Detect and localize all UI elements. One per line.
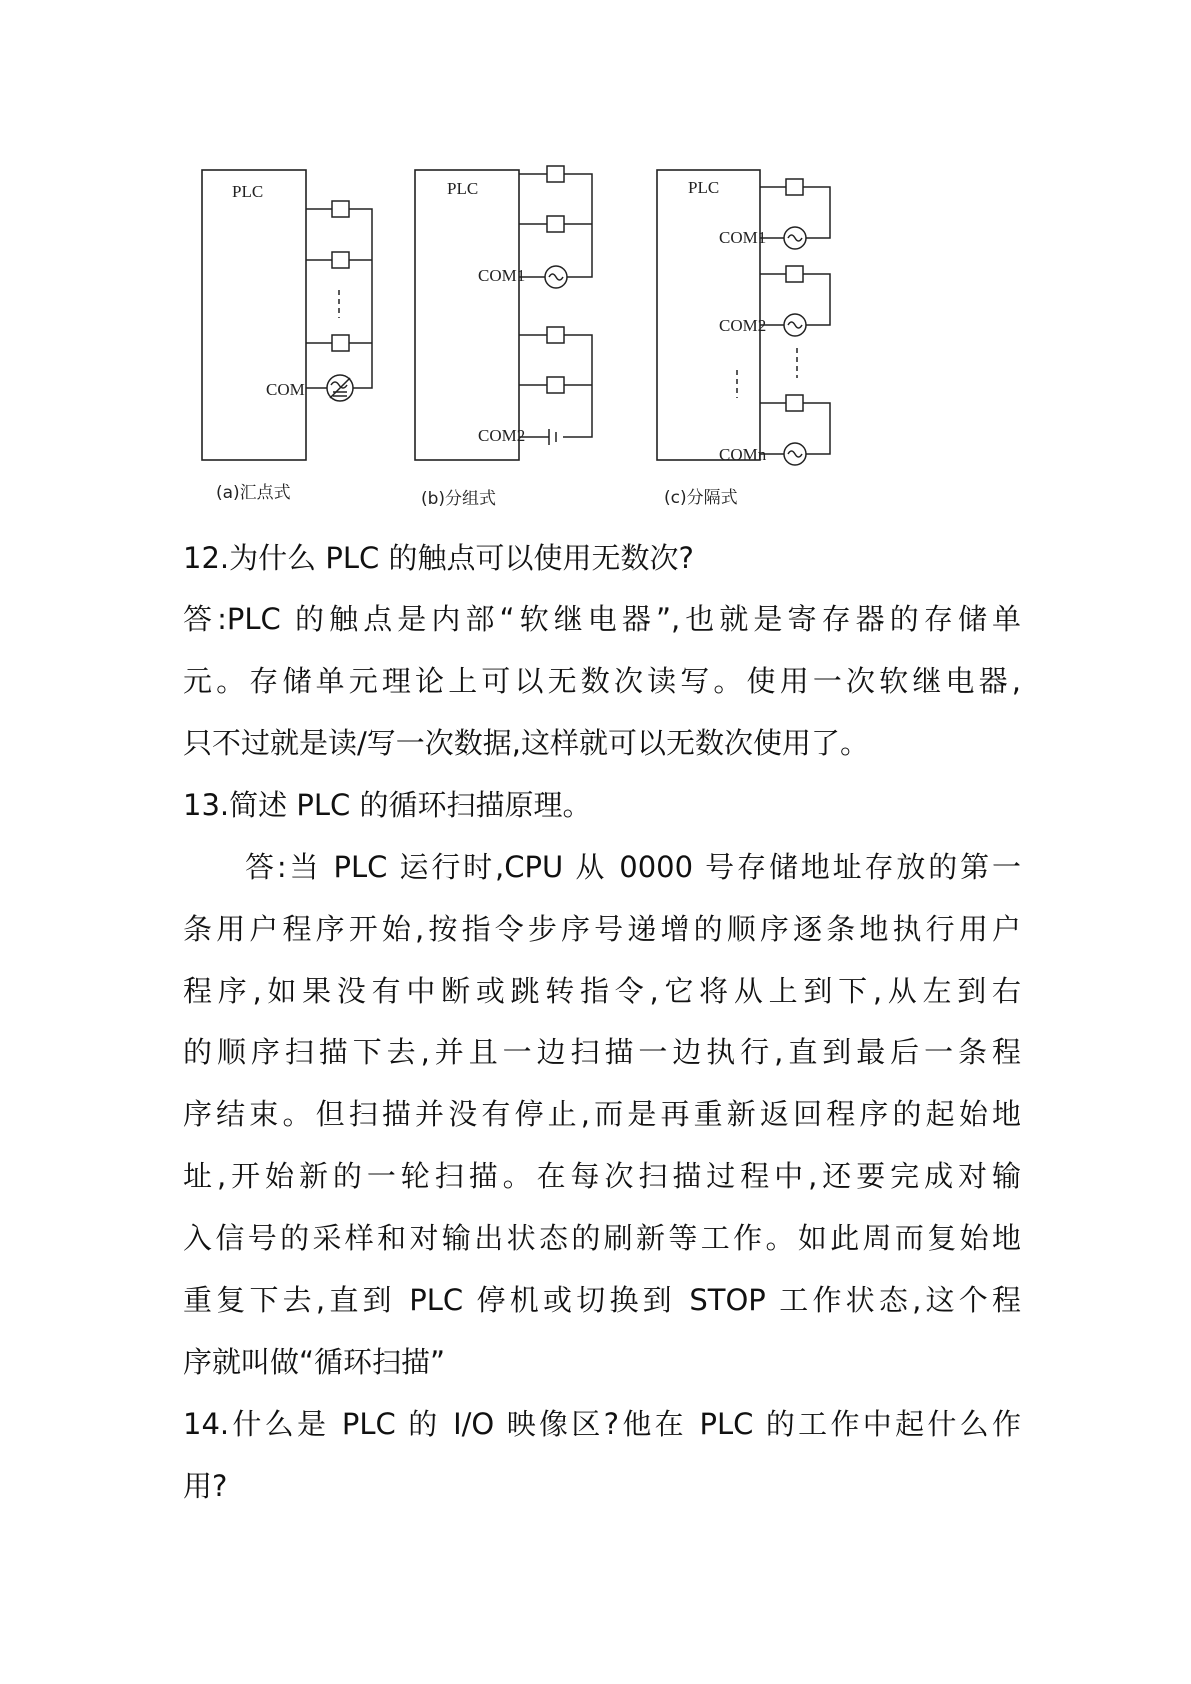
com2-label: COM2 <box>478 426 526 445</box>
question-14-line-2: 用? <box>183 1469 228 1503</box>
answer-13-line-3: 程序,如果没有中断或跳转指令,它将从上到下,从左到右 <box>183 974 1021 1008</box>
comn-label: COMn <box>719 445 767 464</box>
panel-c-diagram <box>657 170 830 465</box>
panel-b-diagram <box>415 166 592 460</box>
question-13: 13.简述 PLC 的循环扫描原理。 <box>183 788 592 822</box>
load-icon <box>547 166 564 182</box>
load-icon <box>547 327 564 343</box>
load-icon <box>332 252 349 268</box>
answer-13-line-2: 条用户程序开始,按指令步序号递增的顺序逐条地执行用户 <box>183 912 1021 946</box>
com-label: COM <box>266 380 305 399</box>
load-icon <box>547 216 564 232</box>
caption-a: (a)汇点式 <box>216 483 291 503</box>
com1-label: COM1 <box>478 266 526 285</box>
plc-label: PLC <box>688 178 720 197</box>
answer-13-line-7: 入信号的采样和对输出状态的刷新等工作。如此周而复始地 <box>183 1221 1021 1255</box>
load-icon <box>332 201 349 217</box>
panel-a-diagram <box>202 170 372 460</box>
plc-block <box>657 170 760 460</box>
answer-13-line-9: 序就叫做“循环扫描” <box>183 1345 446 1379</box>
plc-output-wiring-figure <box>0 0 1191 520</box>
answer-13-line-5: 序结束。但扫描并没有停止,而是再重新返回程序的起始地 <box>183 1097 1021 1131</box>
answer-13-line-6: 址,开始新的一轮扫描。在每次扫描过程中,还要完成对输 <box>183 1159 1021 1193</box>
com1-label: COM1 <box>719 228 767 247</box>
caption-c: (c)分隔式 <box>664 488 738 508</box>
dc-battery-icon <box>549 429 556 445</box>
answer-13-line-8: 重复下去,直到 PLC 停机或切换到 STOP 工作状态,这个程 <box>183 1283 1021 1317</box>
plc-block <box>202 170 306 460</box>
answer-12-line-3: 只不过就是读/写一次数据,这样就可以无数次使用了。 <box>183 726 869 760</box>
question-12: 12.为什么 PLC 的触点可以使用无数次? <box>183 541 694 575</box>
answer-12-line-1: 答:PLC 的触点是内部“软继电器”,也就是寄存器的存储单 <box>183 602 1021 636</box>
com2-label: COM2 <box>719 316 767 335</box>
answer-12-line-2: 元。存储单元理论上可以无数次读写。使用一次软继电器, <box>183 664 1021 698</box>
answer-13-line-4: 的顺序扫描下去,并且一边扫描一边执行,直到最后一条程 <box>183 1035 1021 1069</box>
load-icon <box>332 335 349 351</box>
plc-label: PLC <box>232 182 264 201</box>
caption-b: (b)分组式 <box>421 489 497 509</box>
answer-13-line-1: 答:当 PLC 运行时,CPU 从 0000 号存储地址存放的第一 <box>245 850 1021 884</box>
question-14-line-1: 14.什么是 PLC 的 I/O 映像区?他在 PLC 的工作中起什么作 <box>183 1407 1021 1441</box>
load-icon <box>547 377 564 393</box>
plc-block <box>415 170 519 460</box>
load-icon <box>786 395 803 411</box>
plc-label: PLC <box>447 179 479 198</box>
load-icon <box>786 179 803 195</box>
load-icon <box>786 266 803 282</box>
